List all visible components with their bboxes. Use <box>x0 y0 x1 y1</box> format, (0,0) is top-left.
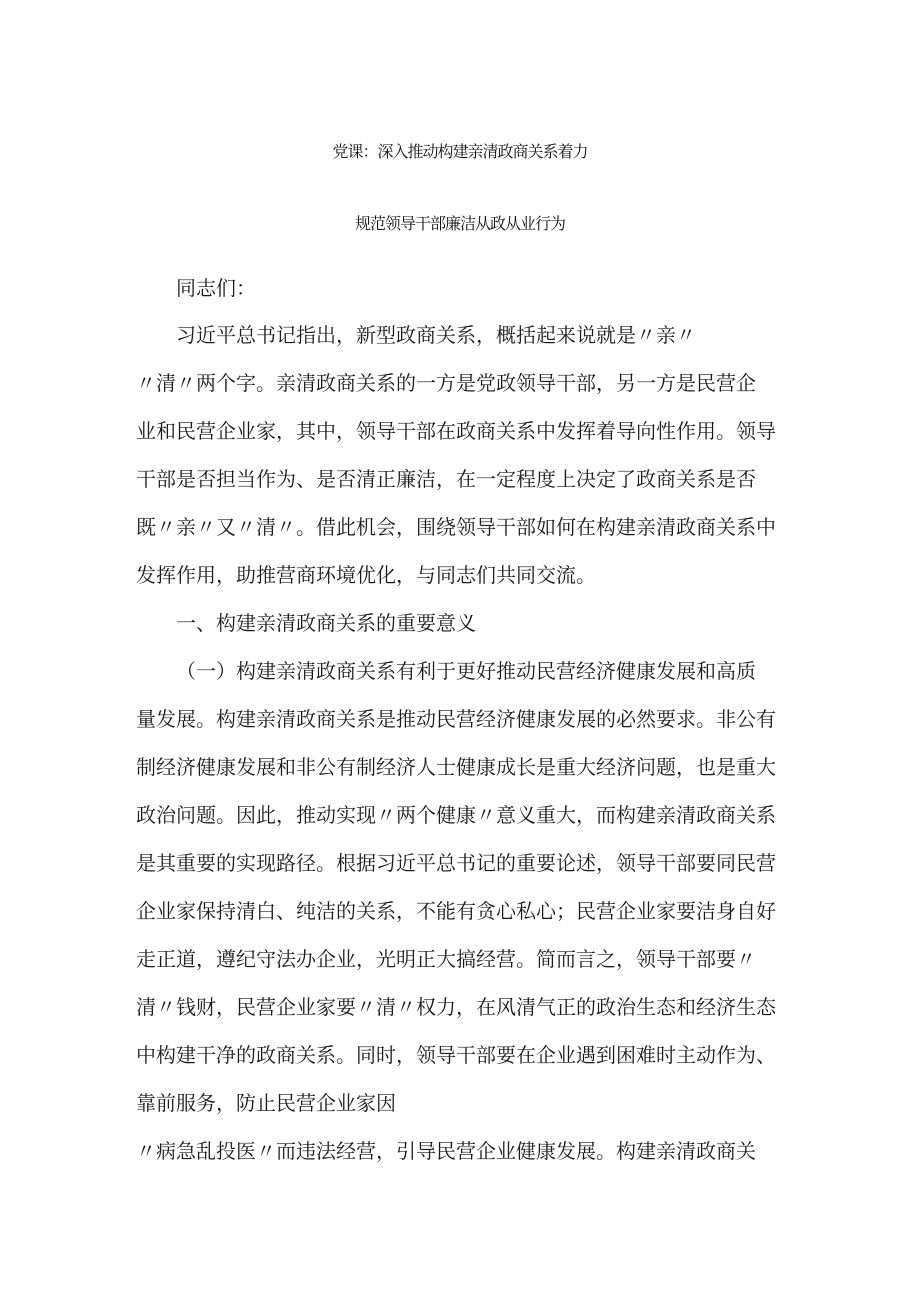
body-line: 中构建干净的政商关系。同时，领导干部要在企业遇到困难时主动作为、 <box>136 1043 776 1067</box>
body-line: 清〃钱财，民营企业家要〃清〃权力，在风清气正的政治生态和经济生态 <box>136 995 776 1019</box>
body-line: 〃病急乱投医〃而违法经营，引导民营企业健康发展。构建亲清政商关 <box>136 1139 756 1163</box>
body-line: 政治问题。因此，推动实现〃两个健康〃意义重大，而构建亲清政商关系 <box>136 803 776 827</box>
body-line: 干部是否担当作为、是否清正廉洁，在一定程度上决定了政商关系是否 <box>136 467 756 491</box>
body-line: 〃清〃两个字。亲清政商关系的一方是党政领导干部，另一方是民营企 <box>136 371 756 395</box>
body-line: 靠前服务，防止民营企业家因 <box>136 1091 396 1115</box>
body-line: 走正道，遵纪守法办企业，光明正大搞经营。简而言之，领导干部要〃 <box>136 947 756 971</box>
body-line: 习近平总书记指出，新型政商关系，概括起来说就是〃亲〃 <box>176 323 696 347</box>
body-line: 既〃亲〃又〃清〃。借此机会，围绕领导干部如何在构建亲清政商关系中 <box>136 515 776 539</box>
body-line: 量发展。构建亲清政商关系是推动民营经济健康发展的必然要求。非公有 <box>136 707 776 731</box>
body-line: 发挥作用，助推营商环境优化，与同志们共同交流。 <box>136 563 596 587</box>
salutation: 同志们： <box>176 276 256 300</box>
document-title-line-2: 规范领导干部廉洁从政从业行为 <box>354 214 565 233</box>
body-line: 业和民营企业家，其中，领导干部在政商关系中发挥着导向性作用。领导 <box>136 419 776 443</box>
document-title-line-1: 党课：深入推动构建亲清政商关系着力 <box>332 142 588 161</box>
body-line: 制经济健康发展和非公有制经济人士健康成长是重大经济问题，也是重大 <box>136 755 776 779</box>
subsection-heading: （一）构建亲清政商关系有利于更好推动民营经济健康发展和高质 <box>176 659 756 683</box>
body-line: 是其重要的实现路径。根据习近平总书记的重要论述，领导干部要同民营 <box>136 851 776 875</box>
section-heading: 一、构建亲清政商关系的重要意义 <box>176 611 476 635</box>
body-line: 企业家保持清白、纯洁的关系，不能有贪心私心；民营企业家要洁身自好 <box>136 899 776 923</box>
